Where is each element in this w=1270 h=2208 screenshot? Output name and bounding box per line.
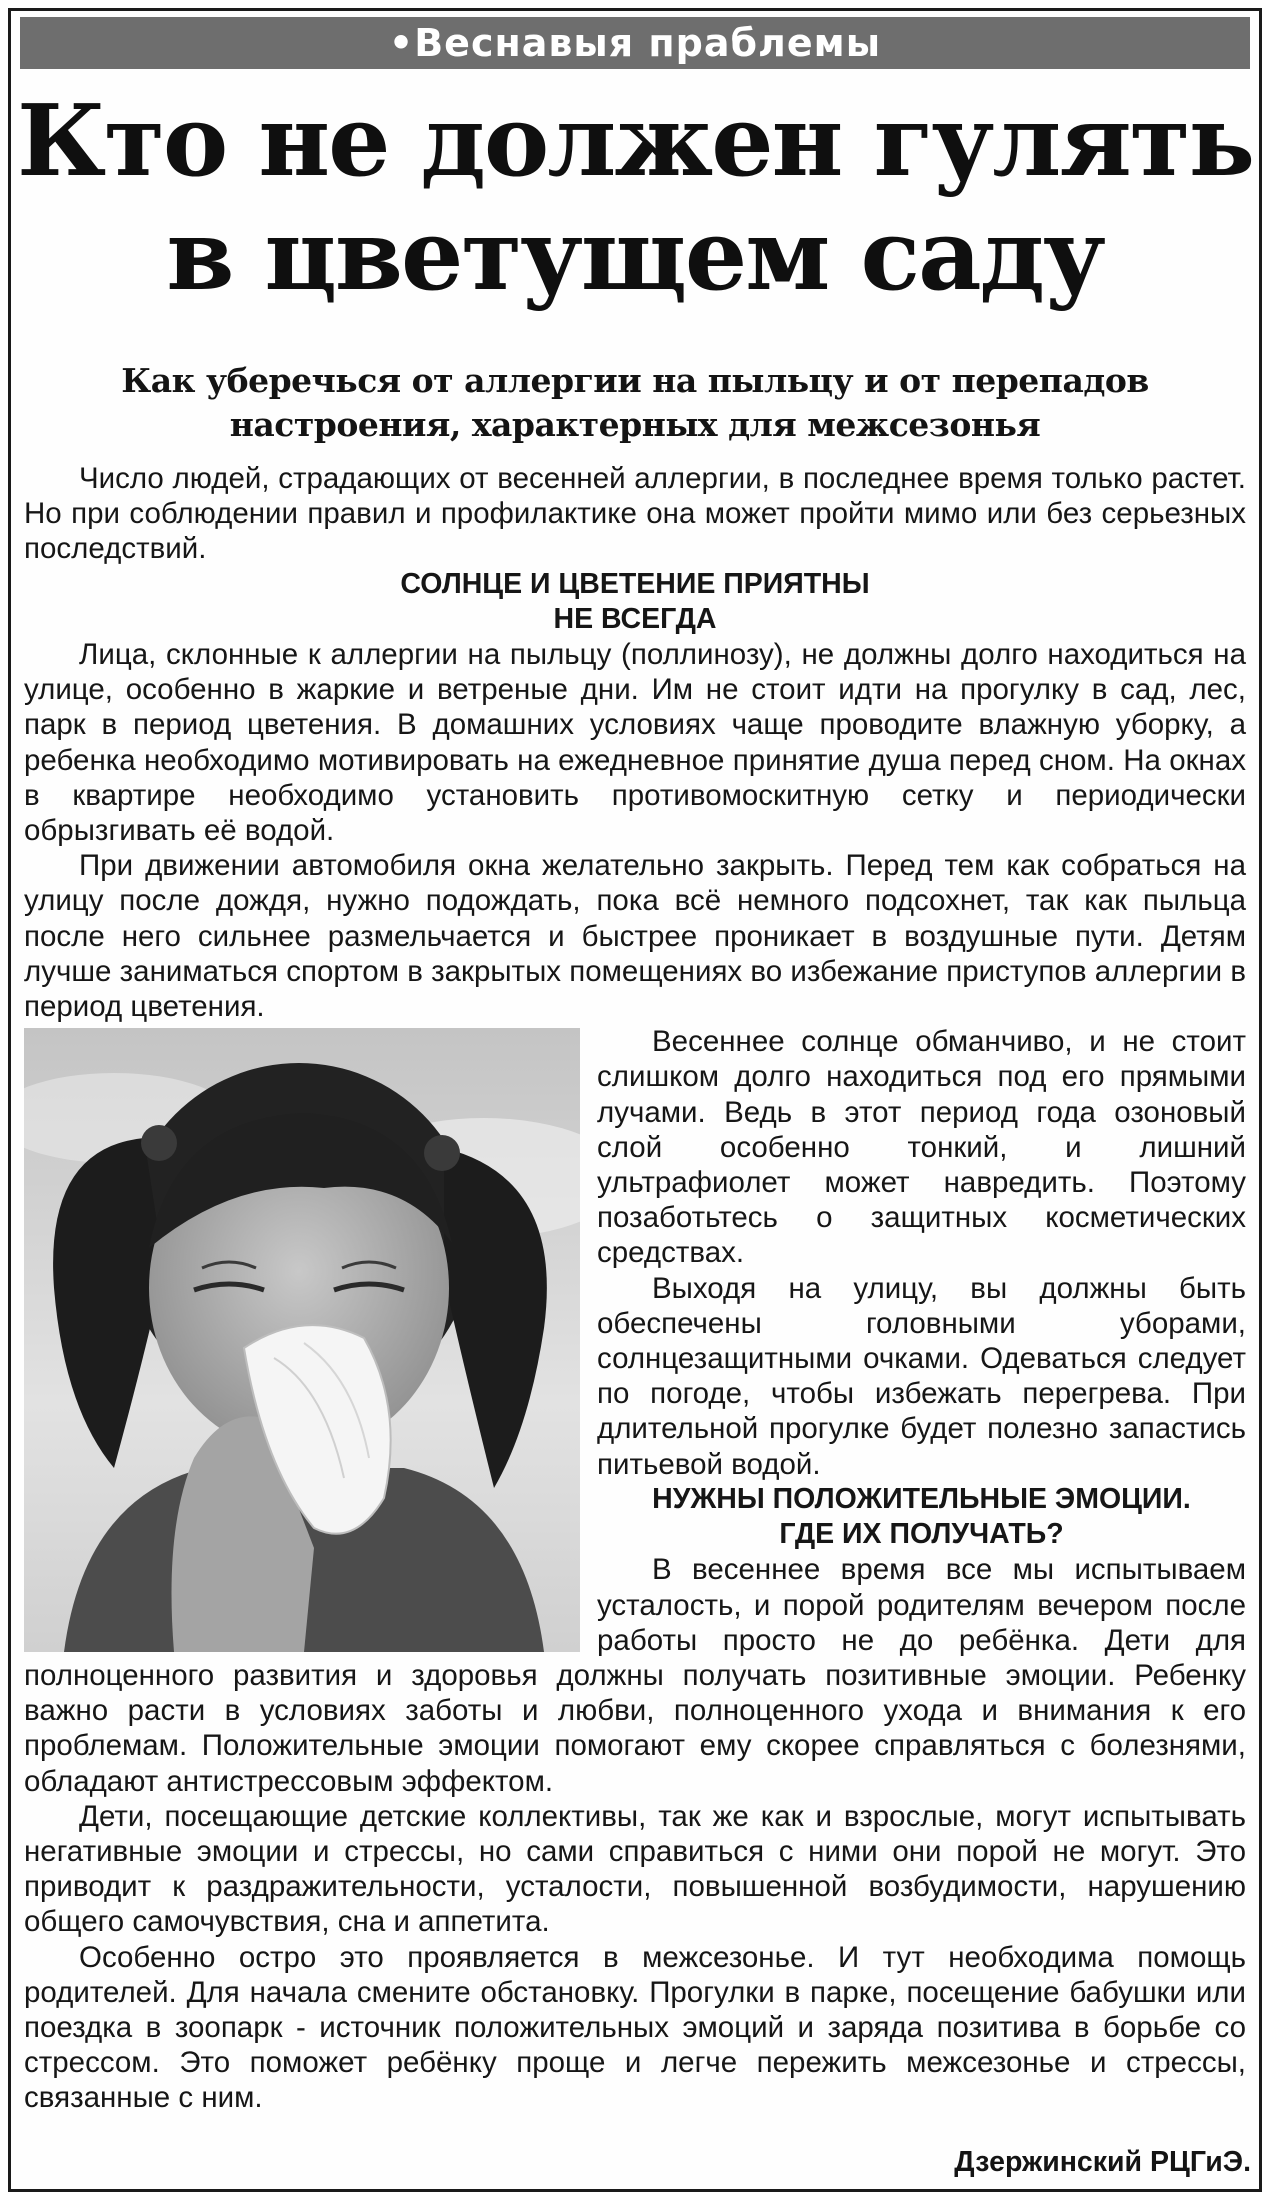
paragraph-spring-sun: Весеннее солнце обманчиво, и не стоит слишком долго находиться под его прямыми лучами. Ведь в этот период года озоновый слой особенно тонкий, и лишний ультрафиолет может навредить. Поэтому позаботьтесь о защитных косметических средствах.: [597, 1025, 1246, 1270]
rubric-banner: •Веснавыя праблемы: [20, 17, 1250, 69]
paragraph-pollen-exposure: Лица, склонные к аллергии на пыльцу (поллинозу), не должны долго находиться на улице, особенно в жаркие и ветреные дни. Им не стоит идти на прогулку в сад, лес, парк в период цветения. В домашних условиях чаще проводите влажную уборку, а ребенка необходимо мотивировать на ежедневное принятие душа перед сном. На окнах в квартире необходимо установить противомоскитную сетку и периодически обрызгивать её водой.: [24, 638, 1246, 848]
paragraph-hats-and-water: Выходя на улицу, вы должны быть обеспечены головными уборами, солнцезащитными очками. Одеваться следует по погоде, чтобы избежать перегрева. При длительной прогулке будет полезно запастись питьевой водой.: [597, 1271, 1246, 1481]
intro-paragraph: Число людей, страдающих от весенней аллергии, в последнее время только растет. Но при соблюдении правил и профилактике она может пройти мимо или без серьезных последствий.: [24, 462, 1246, 566]
newspaper-page: [8, 8, 1262, 2192]
headline: [11, 85, 1259, 313]
section-1-heading-line-2: НЕ ВСЕГДА: [553, 602, 717, 635]
section-1-heading-line-1: СОЛНЦЕ И ЦВЕТЕНИЕ ПРИЯТНЫ: [400, 567, 870, 600]
sneezing-girl-illustration: [24, 1028, 580, 1652]
sneezing-girl-photo: [24, 1028, 580, 1652]
section-1-heading: [24, 567, 1246, 637]
paragraph-car-and-rain: При движении автомобиля окна желательно закрыть. Перед тем как собраться на улицу после дождя, нужно подождать, пока всё немного подсохнет, так как пыльца после него сильнее размельчается и быстрее проникает в воздушные пути. Детям лучше заниматься спортом в закрытых помещениях во избежание приступов аллергии в период цветения.: [24, 849, 1246, 1024]
author-signature: Дзержинский РЦГиЭ.: [954, 2146, 1251, 2178]
section-2-heading-line-1: НУЖНЫ ПОЛОЖИТЕЛЬНЫЕ ЭМОЦИИ.: [652, 1482, 1191, 1515]
headline-line-2: в цветущем саду: [166, 198, 1104, 313]
subheadline-line-1: Как уберечься от аллергии на пыльцу и от перепадов: [121, 361, 1149, 400]
paragraph-positive-emotions: В весеннее время все мы испытываем усталость, и порой родителям вечером после работы просто не до ребёнка. Дети для полноценного развития и здоровья должны получать позитивные эмоции. Ребенку важно расти в условиях заботы и любви, полноценного ухода и внимания к его проблемам. Положительные эмоции помогают ему скорее справляться с болезнями, обладают антистрессовым эффектом.: [24, 1553, 1246, 1798]
paragraph-children-stress: Дети, посещающие детские коллективы, так же как и взрослые, могут испытывать негативные эмоции и стрессы, но сами справиться с ними они порой не могут. Это приводит к раздражительности, усталости, повышенной возбудимости, нарушению общего самочувствия, сна и аппетита.: [24, 1799, 1246, 1939]
article-body: [24, 461, 1246, 2116]
subheadline: [31, 359, 1239, 447]
paragraph-offseason-help: Особенно остро это проявляется в межсезонье. И тут необходима помощь родителей. Для начала смените обстановку. Прогулки в парке, посещение бабушки или поездка в зоопарк - источник положительных эмоций и заряда позитива в борьбе со стрессом. Это поможет ребёнку проще и легче пережить межсезонье и стрессы, связанные с ним.: [24, 1940, 1246, 2115]
section-2-heading-line-2: ГДЕ ИХ ПОЛУЧАТЬ?: [779, 1518, 1064, 1551]
headline-line-1: Кто не должен гулять: [16, 84, 1253, 199]
subheadline-line-2: настроения, характерных для межсезонья: [229, 405, 1041, 444]
